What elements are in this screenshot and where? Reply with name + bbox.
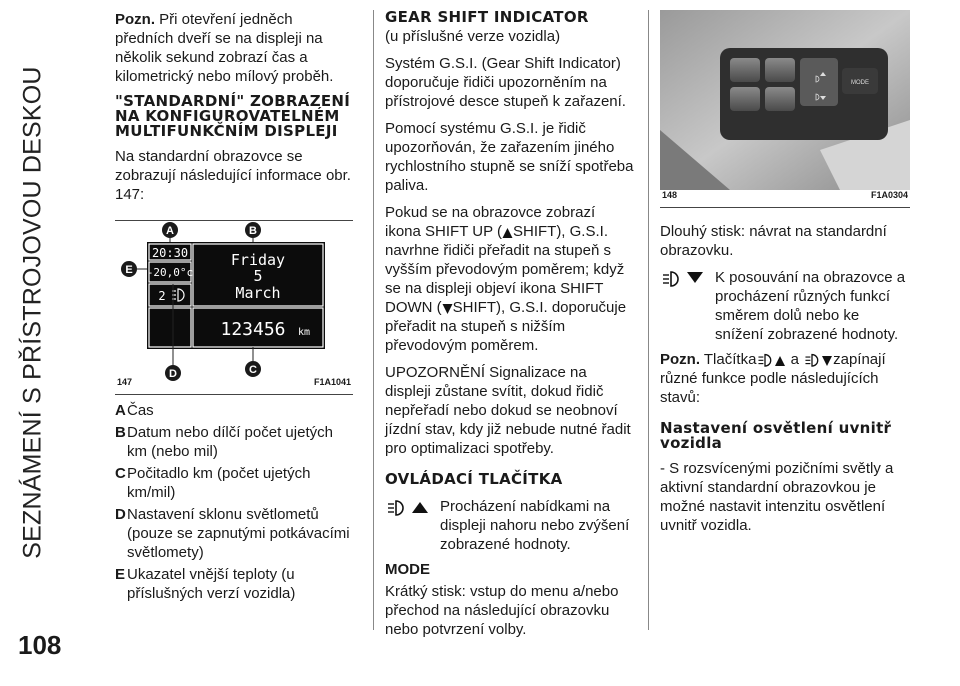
headlamp-adjust-icon — [385, 498, 407, 516]
note-label: Pozn. — [115, 11, 155, 28]
figure-number: 147 — [117, 377, 133, 387]
door-note — [115, 10, 353, 86]
note-text: Při otevření jedněch předních dveří se na displeji na několik sekund zobrazí čas a kilometrický nebo mílový proběh. — [115, 11, 334, 85]
down-button-description — [660, 268, 910, 344]
mode-button-label: MODE — [851, 80, 869, 86]
down-button-text: K posouvání na obrazovce a procházení různých funkcí směrem dolů nebo ke snížení zobrazené hodnoty. — [715, 269, 906, 343]
legend-item: C Počitadlo km (počet ujetých km/mil) — [115, 465, 311, 501]
display-odometer: 123456 — [220, 319, 286, 340]
column-divider — [648, 10, 649, 630]
gsi-warning: UPOZORNĚNÍ Signalizace na displeji zůstane svítit, dokud řidič nepřeřadí nebo dokud se neobnoví jízdní stav, kdy již nebude nutné řadit pro optimalizaci spotřeby. — [385, 364, 631, 457]
callout-A — [162, 222, 178, 238]
headlamp-adjust-icon — [660, 269, 682, 287]
chapter-side-title — [8, 12, 58, 612]
callout-B — [245, 222, 261, 238]
svg-text:C: C — [249, 364, 257, 376]
buttons-note: Pozn. Tlačítka a zapínají různé funkce podle následujících stavů: — [660, 351, 886, 406]
display-odometer-unit: km — [298, 327, 311, 338]
column-2 — [385, 10, 635, 647]
up-button-description — [385, 497, 635, 554]
legend-list — [115, 401, 353, 603]
shift-down-icon — [442, 303, 453, 315]
up-button-text: Procházení nabídkami na displeji nahoru nebo zvýšení zobrazené hodnoty. — [440, 498, 630, 553]
svg-text:D: D — [169, 368, 177, 380]
headlamp-adjust-icon — [756, 352, 774, 367]
display-day-number: 5 — [253, 267, 263, 285]
figure-code: F1A1041 — [313, 377, 351, 387]
arrow-down-icon — [821, 355, 833, 367]
column-divider — [373, 10, 374, 630]
interior-lighting-text: - S rozsvícenými pozičními světly a aktivní standardní obrazovkou je možné nastavit intenzitu osvětlení uvnitř vozidla. — [660, 460, 894, 534]
svg-text:A: A — [166, 225, 174, 237]
legend-item: A Čas — [115, 402, 154, 419]
gsi-paragraph-2: Pomocí systému G.S.I. je řidič upozorňován, že zařazením jiného rychlostního stupně se sníží spotřeba paliva. — [385, 120, 634, 194]
gsi-paragraph-1: Systém G.S.I. (Gear Shift Indicator) doporučuje řidiči upozorněním na přístrojové desce stupeň k zařazení. — [385, 55, 626, 110]
section-heading-controls: OVLÁDACÍ TLAČÍTKA — [385, 470, 563, 488]
figure-148 — [660, 10, 910, 208]
headlamp-adjust-icon — [803, 352, 821, 367]
long-press-text: Dlouhý stisk: návrat na standardní obrazovku. — [660, 223, 887, 259]
legend-item: D Nastavení sklonu světlometů (pouze se zapnutými potkávacími světlomety) — [115, 506, 350, 561]
svg-text:E: E — [125, 264, 133, 276]
mode-text: Krátký stisk: vstup do menu a/nebo přechod na následující obrazovku nebo potvrzení volby. — [385, 583, 619, 638]
mode-label: MODE — [385, 561, 430, 578]
arrow-up-icon — [409, 500, 431, 514]
page-number: 108 — [18, 630, 62, 660]
display-time: 20:30 — [151, 246, 189, 260]
chapter-title-text: SEZNÁMENÍ S PŘÍSTROJOVOU DESKOU — [18, 65, 47, 559]
gsi-subheading: (u příslušné verze vozidla) — [385, 28, 561, 45]
display-illustration — [115, 221, 353, 396]
control-buttons-illustration — [660, 10, 910, 208]
section-heading-interior-lighting: Nastavení osvětlení uvnitř vozidla — [660, 419, 892, 452]
legend-item: B Datum nebo dílčí počet ujetých km (nebo mil) — [115, 424, 333, 460]
arrow-up-icon — [774, 355, 786, 367]
display-gear-level: 2 — [158, 289, 166, 303]
figure-code: F1A0304 — [870, 190, 908, 200]
display-temperature: -20,0°c — [146, 266, 194, 279]
column-1 — [115, 10, 353, 606]
display-day-name: Friday — [230, 251, 286, 269]
svg-text:B: B — [249, 225, 257, 237]
callout-E — [121, 261, 137, 277]
section-heading-gsi: GEAR SHIFT INDICATOR — [385, 8, 589, 26]
legend-item: E Ukazatel vnější teploty (u příslušných verzí vozidla) — [115, 566, 296, 602]
figure-caption — [117, 373, 351, 392]
figure-147 — [115, 220, 353, 395]
display-month: March — [235, 284, 281, 302]
shift-up-icon — [502, 227, 513, 239]
arrow-down-icon — [684, 271, 706, 285]
intro-paragraph: Na standardní obrazovce se zobrazují následující informace obr. 147: — [115, 148, 351, 203]
figure-number: 148 — [662, 190, 678, 200]
column-3 — [660, 10, 910, 543]
gsi-paragraph-3: Pokud se na obrazovce zobrazí ikona SHIFT UP ( SHIFT), G.S.I. navrhne řidiči přeřadit na stupeň s vyšším převodovým poměrem; když se na displeji objeví ikona SHIFT DOWN ( SHIFT), G.S.I. doporučuje přeřadit na stupeň s nižším převodovým poměrem. — [385, 204, 627, 354]
section-heading-standard-display: "STANDARDNÍ" ZOBRAZENÍ NA KONFIGUROVATELNÉM MULTIFUNKČNÍM DISPLEJI — [115, 92, 351, 140]
figure-caption — [662, 186, 908, 205]
